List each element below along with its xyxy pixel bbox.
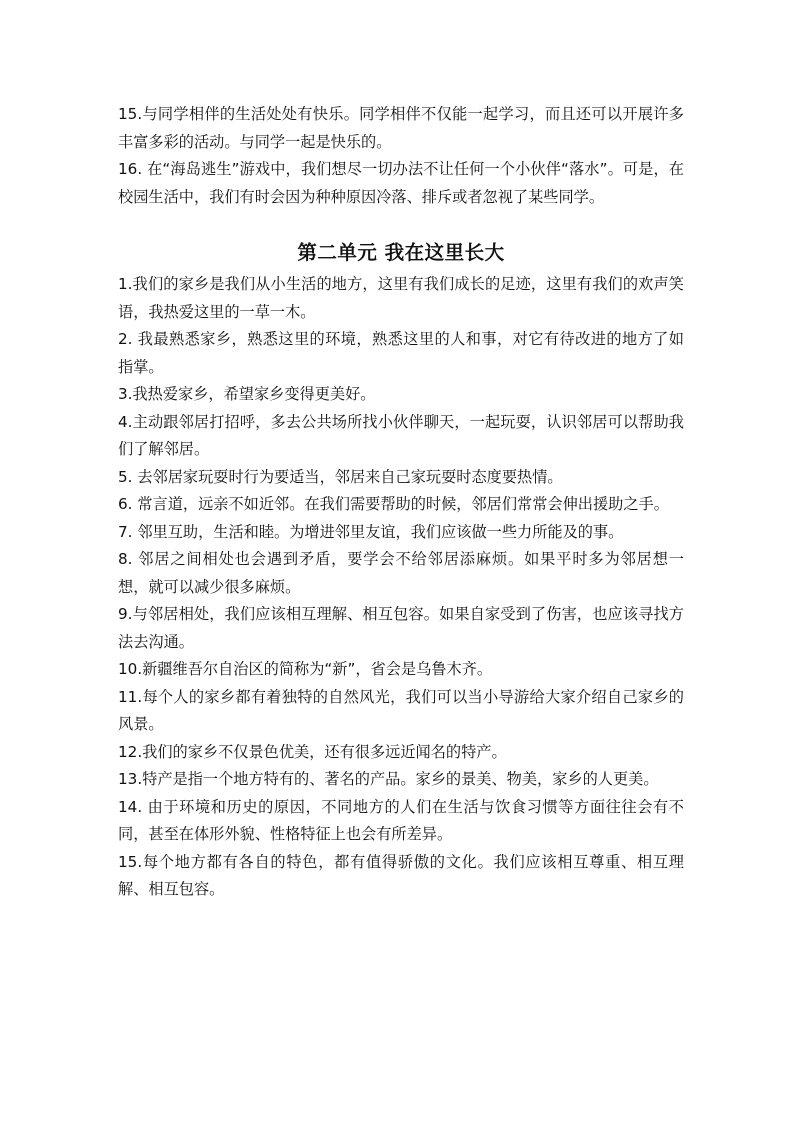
paragraph-unit2-14: 14. 由于环境和历史的原因，不同地方的人们在生活与饮食习惯等方面往往会有不同，甚至在体形外貌、性格特征上也会有所差异。 [118, 797, 684, 843]
document-page [118, 101, 684, 904]
paragraph-unit2-5: 5. 去邻居家玩耍时行为要适当，邻居来自己家玩耍时态度要热情。 [118, 467, 563, 486]
paragraph-unit2-9: 9.与邻居相处，我们应该相互理解、相互包容。如果自家受到了伤害，也应该寻找方法去沟通。 [118, 605, 684, 651]
paragraph-unit2-2: 2. 我最熟悉家乡，熟悉这里的环境，熟悉这里的人和事，对它有待改进的地方了如指掌。 [118, 330, 684, 376]
paragraph-unit2-13: 13.特产是指一个地方特有的、著名的产品。家乡的景美、物美，家乡的人更美。 [118, 770, 659, 788]
paragraph-unit2-3: 3.我热爱家乡，希望家乡变得更美好。 [118, 385, 376, 403]
paragraph-unit2-12: 12.我们的家乡不仅景色优美，还有很多远近闻名的特产。 [118, 742, 507, 761]
paragraph-prev-16: 16. 在“海岛逃生”游戏中，我们想尽一切办法不让任何一个小伙伴“落水”。可是，在校园生活中，我们有时会因为种种原因冷落、排斥或者忽视了某些同学。 [118, 160, 684, 206]
paragraph-unit2-11: 11.每个人的家乡都有着独特的自然风光，我们可以当小导游给大家介绍自己家乡的风景。 [118, 687, 684, 733]
paragraph-unit2-1: 1.我们的家乡是我们从小生活的地方，这里有我们成长的足迹，这里有我们的欢声笑语，我热爱这里的一草一木。 [118, 275, 684, 321]
paragraph-unit2-15: 15.每个地方都有各自的特色，都有值得骄傲的文化。我们应该相互尊重、相互理解、相互包容。 [118, 852, 684, 898]
paragraph-unit2-10: 10.新疆维吾尔自治区的简称为“新”，省会是乌鲁木齐。 [118, 660, 493, 678]
paragraph-prev-15: 15.与同学相伴的生活处处有快乐。同学相伴不仅能一起学习，而且还可以开展许多丰富多彩的活动。与同学一起是快乐的。 [118, 105, 684, 151]
section-title-unit2: 第二单元 我在这里长大 [297, 241, 505, 264]
paragraph-unit2-4: 4.主动跟邻居打招呼，多去公共场所找小伙伴聊天，一起玩耍，认识邻居可以帮助我们了解邻居。 [118, 412, 684, 458]
paragraph-unit2-8: 8. 邻居之间相处也会遇到矛盾，要学会不给邻居添麻烦。如果平时多为邻居想一想，就可以减少很多麻烦。 [118, 550, 684, 596]
paragraph-unit2-6: 6. 常言道，远亲不如近邻。在我们需要帮助的时候，邻居们常常会伸出援助之手。 [118, 495, 669, 513]
paragraph-unit2-7: 7. 邻里互助，生活和睦。为增进邻里友谊，我们应该做一些力所能及的事。 [118, 522, 624, 541]
